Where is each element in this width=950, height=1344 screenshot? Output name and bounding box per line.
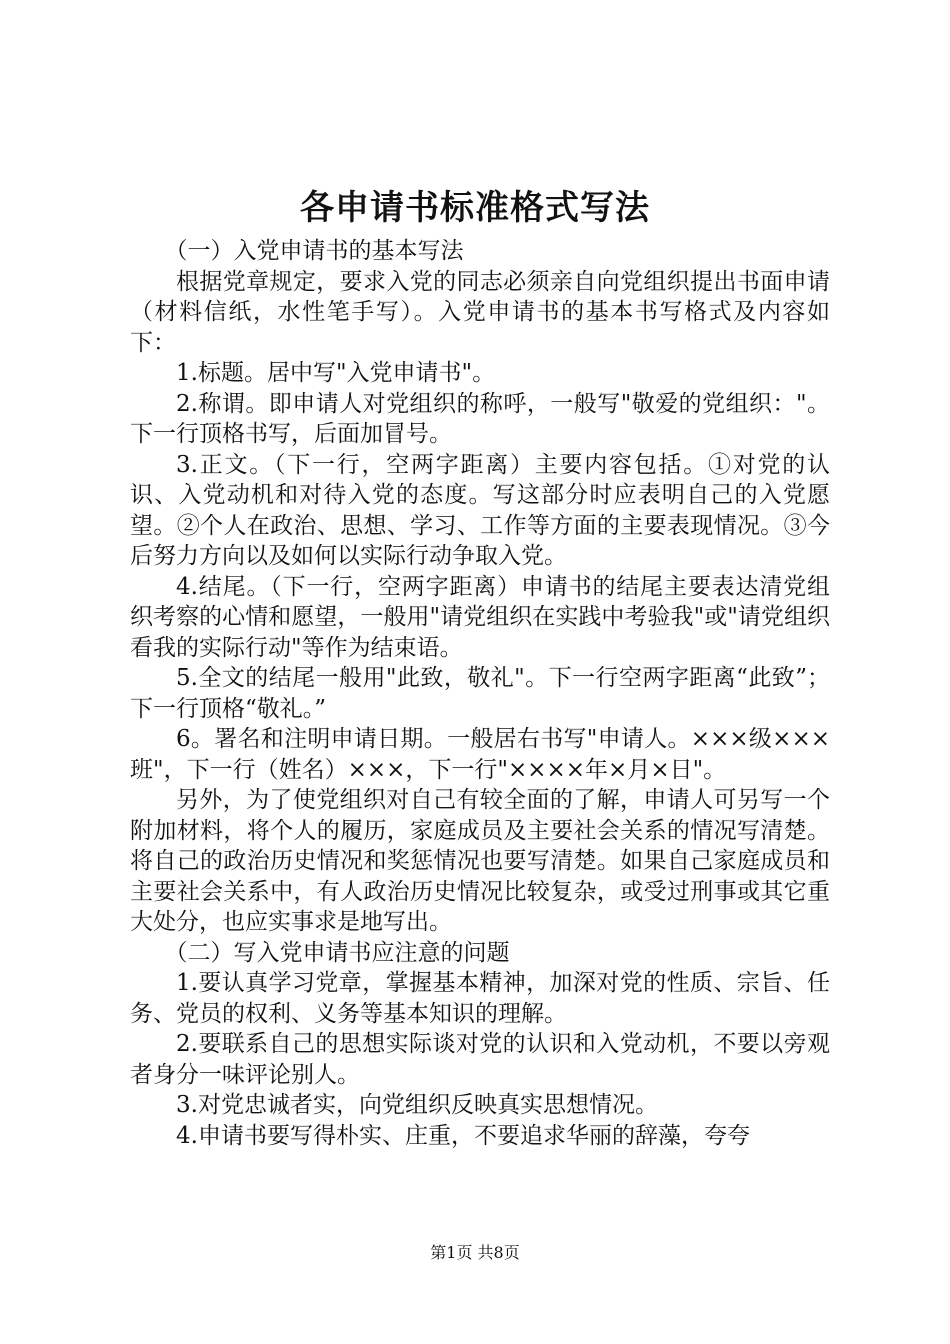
body-paragraph: 6。署名和注明申请日期。一般居右书写"申请人。×××级×××班"，下一行（姓名）×××，下一行"××××年×月×日"。 — [130, 726, 830, 783]
body-paragraph: 4.申请书要写得朴实、庄重，不要追求华丽的辞藻，夸夸 — [176, 1122, 750, 1149]
section-heading: （一）入党申请书的基本写法 — [164, 238, 464, 264]
page-number-footer: 第1页 共8页 — [430, 1243, 520, 1262]
body-paragraph: 根据党章规定，要求入党的同志必须亲自向党组织提出书面申请（材料信纸，水性笔手写）。入党申请书的基本书写格式及内容如下： — [130, 268, 830, 356]
section-heading: （二）写入党申请书应注意的问题 — [164, 939, 510, 966]
body-paragraph: 4.结尾。（下一行，空两字距离）申请书的结尾主要表达清党组织考察的心情和愿望，一般用"请党组织在实践中考验我"或"请党组织看我的实际行动"等作为结束语。 — [130, 573, 830, 661]
body-paragraph: 另外，为了使党组织对自己有较全面的了解，申请人可另写一个附加材料，将个人的履历，家庭成员及主要社会关系的情况写清楚。将自己的政治历史情况和奖惩情况也要写清楚。如果自己家庭成员和主要社会关系中，有人政治历史情况比较复杂，或受过刑事或其它重大处分，也应实事求是地写出。 — [130, 787, 830, 935]
document-body — [130, 236, 830, 1151]
document-title: 各申请书标准格式写法 — [300, 188, 650, 228]
body-paragraph: 3.正文。（下一行，空两字距离）主要内容包括。①对党的认识、入党动机和对待入党的态度。写这部分时应表明自己的入党愿望。②个人在政治、思想、学习、工作等方面的主要表现情况。③今后努力方向以及如何以实际行动争取入党。 — [130, 451, 830, 569]
body-paragraph: 2.要联系自己的思想实际谈对党的认识和入党动机，不要以旁观者身分一味评论别人。 — [130, 1031, 830, 1088]
body-paragraph: 1.标题。居中写"入党申请书"。 — [176, 360, 496, 386]
body-paragraph: 2.称谓。即申请人对党组织的称呼，一般写"敬爱的党组织："。下一行顶格书写，后面加冒号。 — [130, 390, 830, 447]
body-paragraph: 5.全文的结尾一般用"此致，敬礼"。下一行空两字距离“此致”；下一行顶格“敬礼。” — [130, 665, 830, 722]
body-paragraph: 1.要认真学习党章，掌握基本精神，加深对党的性质、宗旨、任务、党员的权利、义务等基本知识的理解。 — [130, 970, 830, 1027]
body-paragraph: 3.对党忠诚者实，向党组织反映真实思想情况。 — [176, 1092, 658, 1118]
